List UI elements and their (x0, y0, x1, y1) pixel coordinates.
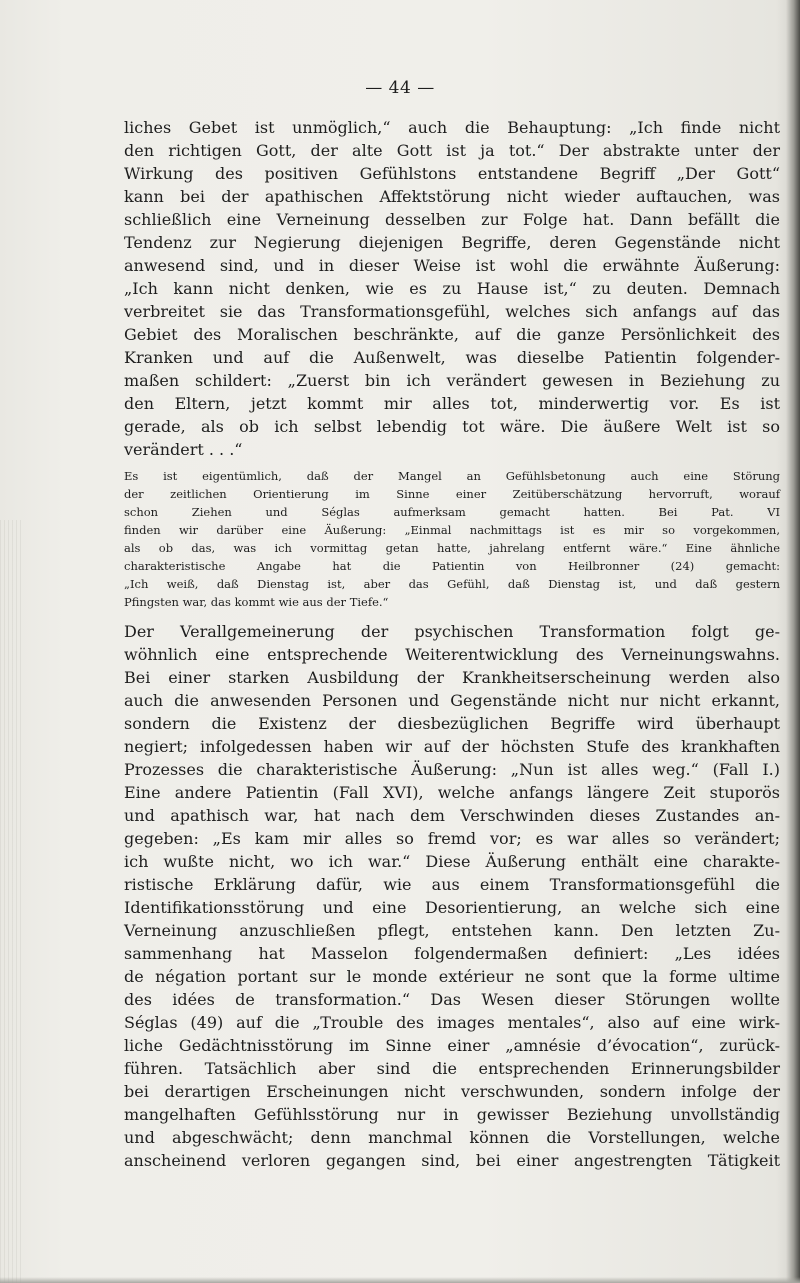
text-line: ich wußte nicht, wo ich war.“ Diese Äußerung enthält eine charakte- (124, 852, 780, 871)
text-line: Verneinung anzuschließen pflegt, entstehen kann. Den letzten Zu- (124, 921, 780, 940)
note-line: als ob das, was ich vormittag getan hatte, jahrelang entfernt wäre.“ Eine ähnliche (124, 541, 780, 555)
text-line: führen. Tatsächlich aber sind die entsprechenden Erinnerungsbilder (124, 1059, 780, 1078)
note-paragraph (124, 467, 780, 611)
text-line: auch die anwesenden Personen und Gegenstände nicht nur nicht erkannt, (124, 691, 780, 710)
note-line: Pfingsten war, das kommt wie aus der Tiefe.“ (124, 595, 389, 609)
note-line: schon Ziehen und Séglas aufmerksam gemacht hatten. Bei Pat. VI (124, 505, 780, 519)
text-line: mangelhaften Gefühlsstörung nur in gewisser Beziehung unvollständig (124, 1105, 780, 1124)
text-line: anscheinend verloren gegangen sind, bei einer angestrengten Tätigkeit (124, 1151, 780, 1170)
note-line: der zeitlichen Orientierung im Sinne einer Zeitüberschätzung hervorruft, worauf (124, 487, 780, 501)
text-line: Bei einer starken Ausbildung der Krankheitserscheinung werden also (124, 668, 780, 687)
second-paragraph (124, 620, 780, 1172)
page-body (124, 116, 780, 1172)
note-line: charakteristische Angabe hat die Patientin von Heilbronner (24) gemacht: (124, 559, 780, 573)
note-line: finden wir darüber eine Äußerung: „Einmal nachmittags ist es mir so vorgekommen, (124, 523, 780, 537)
page-left-shadow (0, 520, 24, 1283)
text-line: den Eltern, jetzt kommt mir alles tot, minderwertig vor. Es ist (124, 394, 780, 413)
text-line: maßen schildert: „Zuerst bin ich verändert gewesen in Beziehung zu (124, 371, 780, 390)
text-line: liches Gebet ist unmöglich,“ auch die Behauptung: „Ich finde nicht (124, 118, 780, 137)
note-line: „Ich weiß, daß Dienstag ist, aber das Gefühl, daß Dienstag ist, und daß gestern (124, 577, 780, 591)
text-line: Gebiet des Moralischen beschränkte, auf die ganze Persönlichkeit des (124, 325, 780, 344)
text-line: und abgeschwächt; denn manchmal können die Vorstellungen, welche (124, 1128, 780, 1147)
text-line: des idées de transformation.“ Das Wesen dieser Störungen wollte (124, 990, 780, 1009)
text-line: Eine andere Patientin (Fall XVI), welche anfangs längere Zeit stuporös (124, 783, 780, 802)
text-line: Tendenz zur Negierung diejenigen Begriffe, deren Gegenstände nicht (124, 233, 780, 252)
text-line: negiert; infolgedessen haben wir auf der höchsten Stufe des krankhaften (124, 737, 780, 756)
text-line: sondern die Existenz der diesbezüglichen Begriffe wird überhaupt (124, 714, 780, 733)
text-line: Prozesses die charakteristische Äußerung: „Nun ist alles weg.“ (Fall I.) (124, 760, 780, 779)
text-line: „Ich kann nicht denken, wie es zu Hause ist,“ zu deuten. Demnach (124, 279, 780, 298)
text-line: Séglas (49) auf die „Trouble des images mentales“, also auf eine wirk- (124, 1013, 780, 1032)
text-line: wöhnlich eine entsprechende Weiterentwicklung des Verneinungswahns. (124, 645, 780, 664)
page-binding-edge (786, 0, 800, 1283)
text-line: sammenhang hat Masselon folgendermaßen definiert: „Les idées (124, 944, 780, 963)
text-line: kann bei der apathischen Affektstörung nicht wieder auftauchen, was (124, 187, 780, 206)
text-line: den richtigen Gott, der alte Gott ist ja tot.“ Der abstrakte unter der (124, 141, 780, 160)
text-line: verbreitet sie das Transformationsgefühl, welches sich anfangs auf das (124, 302, 780, 321)
text-line: de négation portant sur le monde extérieur ne sont que la forme ultime (124, 967, 780, 986)
text-line: Kranken und auf die Außenwelt, was dieselbe Patientin folgender- (124, 348, 780, 367)
text-line: gegeben: „Es kam mir alles so fremd vor; es war alles so verändert; (124, 829, 780, 848)
note-line: Es ist eigentümlich, daß der Mangel an Gefühlsbetonung auch eine Störung (124, 469, 780, 483)
text-line: ristische Erklärung dafür, wie aus einem Transformationsgefühl die (124, 875, 780, 894)
text-line: und apathisch war, hat nach dem Verschwinden dieses Zustandes an- (124, 806, 780, 825)
text-line: verändert . . .“ (124, 440, 243, 459)
text-line: liche Gedächtnisstörung im Sinne einer „amnésie d’évocation“, zurück- (124, 1036, 780, 1055)
text-line: schließlich eine Verneinung desselben zur Folge hat. Dann befällt die (124, 210, 780, 229)
page-number: — 44 — (365, 78, 435, 98)
text-line: anwesend sind, und in dieser Weise ist wohl die erwähnte Äußerung: (124, 256, 780, 275)
text-line: bei derartigen Erscheinungen nicht verschwunden, sondern infolge der (124, 1082, 780, 1101)
page-bottom-edge (0, 1277, 800, 1283)
text-line: Der Verallgemeinerung der psychischen Transformation folgt ge- (124, 622, 780, 641)
main-paragraph (124, 116, 780, 461)
text-line: Identifikationsstörung und eine Desorientierung, an welche sich eine (124, 898, 780, 917)
text-line: Wirkung des positiven Gefühlstons entstandene Begriff „Der Gott“ (124, 164, 780, 183)
text-line: gerade, als ob ich selbst lebendig tot wäre. Die äußere Welt ist so (124, 417, 780, 436)
